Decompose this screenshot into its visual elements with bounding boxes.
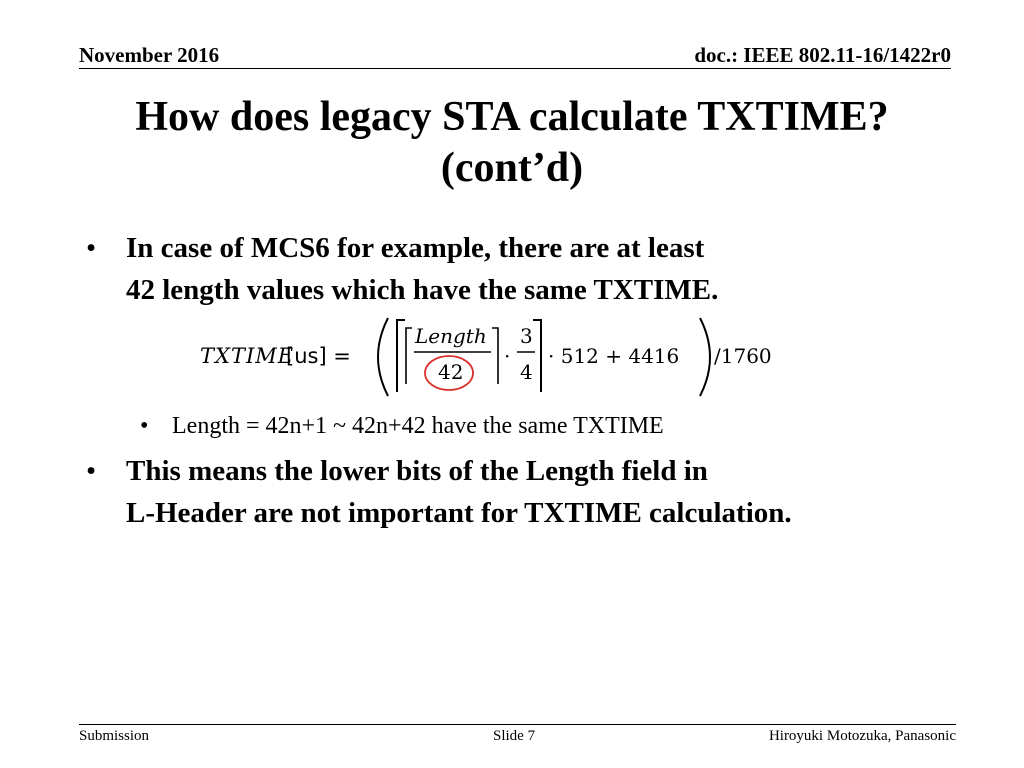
bullet-mcs6-line1: In case of MCS6 for example, there are at least [126,232,705,264]
bullet-marker: • [86,232,97,264]
formula-mult-dot: · [504,344,511,368]
formula-unit: [us] = [286,344,351,368]
formula-outer-paren-left [378,318,388,396]
formula-numerator: Length [415,324,487,348]
formula-frac2-num: 3 [520,324,533,348]
footer-divider [79,724,956,725]
bullet-marker: • [86,455,97,487]
bullet-marker: • [140,413,149,439]
bullet-lower-bits-line2: L-Header are not important for TXTIME calculation. [126,497,792,529]
slide-title [40,92,984,194]
header-date: November 2016 [79,43,220,67]
slide-title-line2: (cont’d) [440,145,584,191]
formula-divisor: /1760 [714,344,772,368]
formula-floor-right [492,328,498,384]
formula-outer-paren-right [700,318,710,396]
header-doc-id: doc.: IEEE 802.11-16/1422r0 [694,43,951,67]
slide-title-line1: How does legacy STA calculate TXTIME? [135,94,889,140]
formula-tail: · 512 + 4416 [548,344,680,368]
footer-author: Hiroyuki Motozuka, Panasonic [768,728,956,744]
formula-frac2-den: 4 [520,360,533,384]
formula-ceil-outer-right [533,320,541,392]
footer-slide-number: Slide 7 [493,728,536,744]
bullet-length-range-text: Length = 42n+1 ~ 42n+42 have the same TXTIME [172,413,664,439]
formula-denominator: 42 [438,360,464,384]
bullet-lower-bits-line1: This means the lower bits of the Length field in [126,455,708,487]
bullet-mcs6-line2: 42 length values which have the same TXTIME. [126,274,719,306]
formula-lhs: TXTIME [200,344,295,368]
formula-ceil-outer-left [397,320,405,392]
formula-floor-left [406,328,412,384]
header-divider [79,68,951,69]
txtime-formula [190,312,810,402]
footer-submission: Submission [79,728,150,744]
